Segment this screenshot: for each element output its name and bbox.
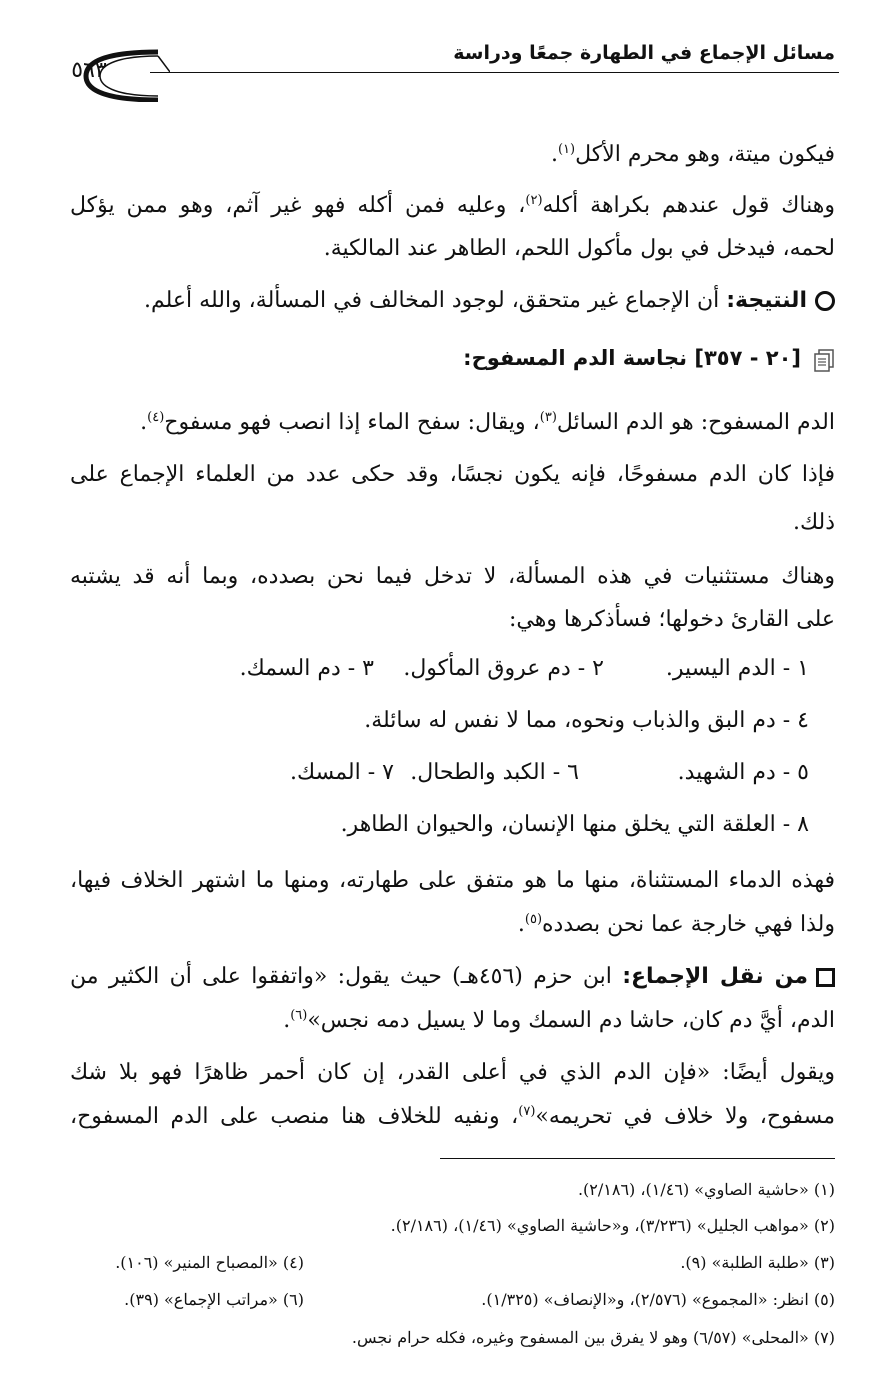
paragraph-line: الدم، أيَّ دم كان، حاشا دم السمك وما لا يسيل دمه نجس»$^{(٦)}$.	[283, 1008, 835, 1033]
list-item: ٨ - العلقة التي يخلق منها الإنسان، والحيوان الطاهر.	[340, 812, 809, 837]
paragraph-line: وهناك مستثنيات في هذه المسألة، لا تدخل فيما نحن بصدده، وبما أنه قد يشتبه	[70, 564, 835, 589]
list-item: ٦ - الكبد والطحال.	[410, 760, 579, 785]
paragraph-line: الدم المسفوح: هو الدم السائل$^{(٣)}$، ويقال: سفح الماء إذا انصب فهو مسفوح$^{(٤)}$.	[140, 410, 835, 435]
list-item: ٥ - دم الشهيد.	[677, 760, 809, 785]
footnote: (٤) «المصباح المنير» (١٠٦).	[115, 1253, 304, 1272]
footnote: (٥) انظر: «المجموع» (٢/٥٧٦)، و«الإنصاف» (١/٣٢٥).	[481, 1290, 835, 1309]
result-line: النتيجة: أن الإجماع غير متحقق، لوجود المخالف في المسألة، والله أعلم.	[144, 286, 835, 316]
footnote: (٢) «مواهب الجليل» (٣/٢٣٦)، و«حاشية الصاوي» (١/٤٦)، (٢/١٨٦).	[390, 1216, 835, 1235]
footnote: (٦) «مراتب الإجماع» (٣٩).	[124, 1290, 304, 1309]
footnote: (١) «حاشية الصاوي» (١/٤٦)، (٢/١٨٦).	[577, 1180, 835, 1199]
paragraph-line: ولذا فهي خارجة عما نحن بصدده$^{(٥)}$.	[517, 912, 835, 937]
running-title: مسائل الإجماع في الطهارة جمعًا ودراسة	[453, 42, 835, 64]
page-number: ٥٦٣	[71, 58, 107, 83]
paragraph-line: وهناك قول عندهم بكراهة أكله$^{(٢)}$، وعليه فمن أكله فهو غير آثم، وهو ممن يؤكل	[70, 193, 836, 218]
list-item: ٣ - دم السمك.	[239, 656, 374, 681]
square-bullet-icon	[816, 968, 835, 987]
list-item: ٢ - دم عروق المأكول.	[403, 656, 604, 681]
result-label: النتيجة:	[726, 288, 807, 313]
header-rule	[150, 72, 839, 73]
list-item: ٤ - دم البق والذباب ونحوه، مما لا نفس له سائلة.	[364, 708, 809, 733]
section-title: [٢٠ - ٣٥٧] نجاسة الدم المسفوح:	[463, 346, 801, 370]
list-item: ٧ - المسك.	[290, 760, 394, 785]
consensus-line: من نقل الإجماع: ابن حزم (٤٥٦هـ) حيث يقول: «واتفقوا على أن الكثير من	[70, 962, 835, 992]
footnote: (٧) «المحلى» (٦/٥٧) وهو لا يفرق بين المسفوح وغيره، فكله حرام نجس.	[351, 1328, 835, 1347]
paragraph-line: فإذا كان الدم مسفوحًا، فإنه يكون نجسًا، وقد حكى عدد من العلماء الإجماع على	[70, 462, 835, 487]
paragraph-line: على القارئ دخولها؛ فسأذكرها وهي:	[508, 607, 835, 632]
consensus-label: من نقل الإجماع:	[622, 964, 809, 989]
circle-bullet-icon	[815, 291, 835, 311]
paragraph-line: لحمه، فيدخل في بول مأكول اللحم، الطاهر عند المالكية.	[323, 236, 835, 261]
paragraph-line: ذلك.	[792, 510, 835, 535]
list-item: ١ - الدم اليسير.	[665, 656, 809, 681]
paragraph-line: مسفوح، ولا خلاف في تحريمه»$^{(٧)}$، ونفيه للخلاف هنا منصب على الدم المسفوح،	[70, 1104, 836, 1129]
document-icon	[813, 348, 835, 372]
footnote: (٣) «طلبة الطلبة» (٩).	[680, 1253, 835, 1272]
paragraph-line: فهذه الدماء المستثناة، منها ما هو متفق على طهارته، ومنها ما اشتهر الخلاف فيها،	[70, 868, 835, 893]
paragraph-line: فيكون ميتة، وهو محرم الأكل$^{(١)}$.	[550, 142, 835, 167]
paragraph-line: ويقول أيضًا: «فإن الدم الذي في أعلى القدر، إن كان أحمر ظاهرًا فهو بلا شك	[70, 1060, 835, 1085]
footnote-rule	[440, 1158, 835, 1159]
